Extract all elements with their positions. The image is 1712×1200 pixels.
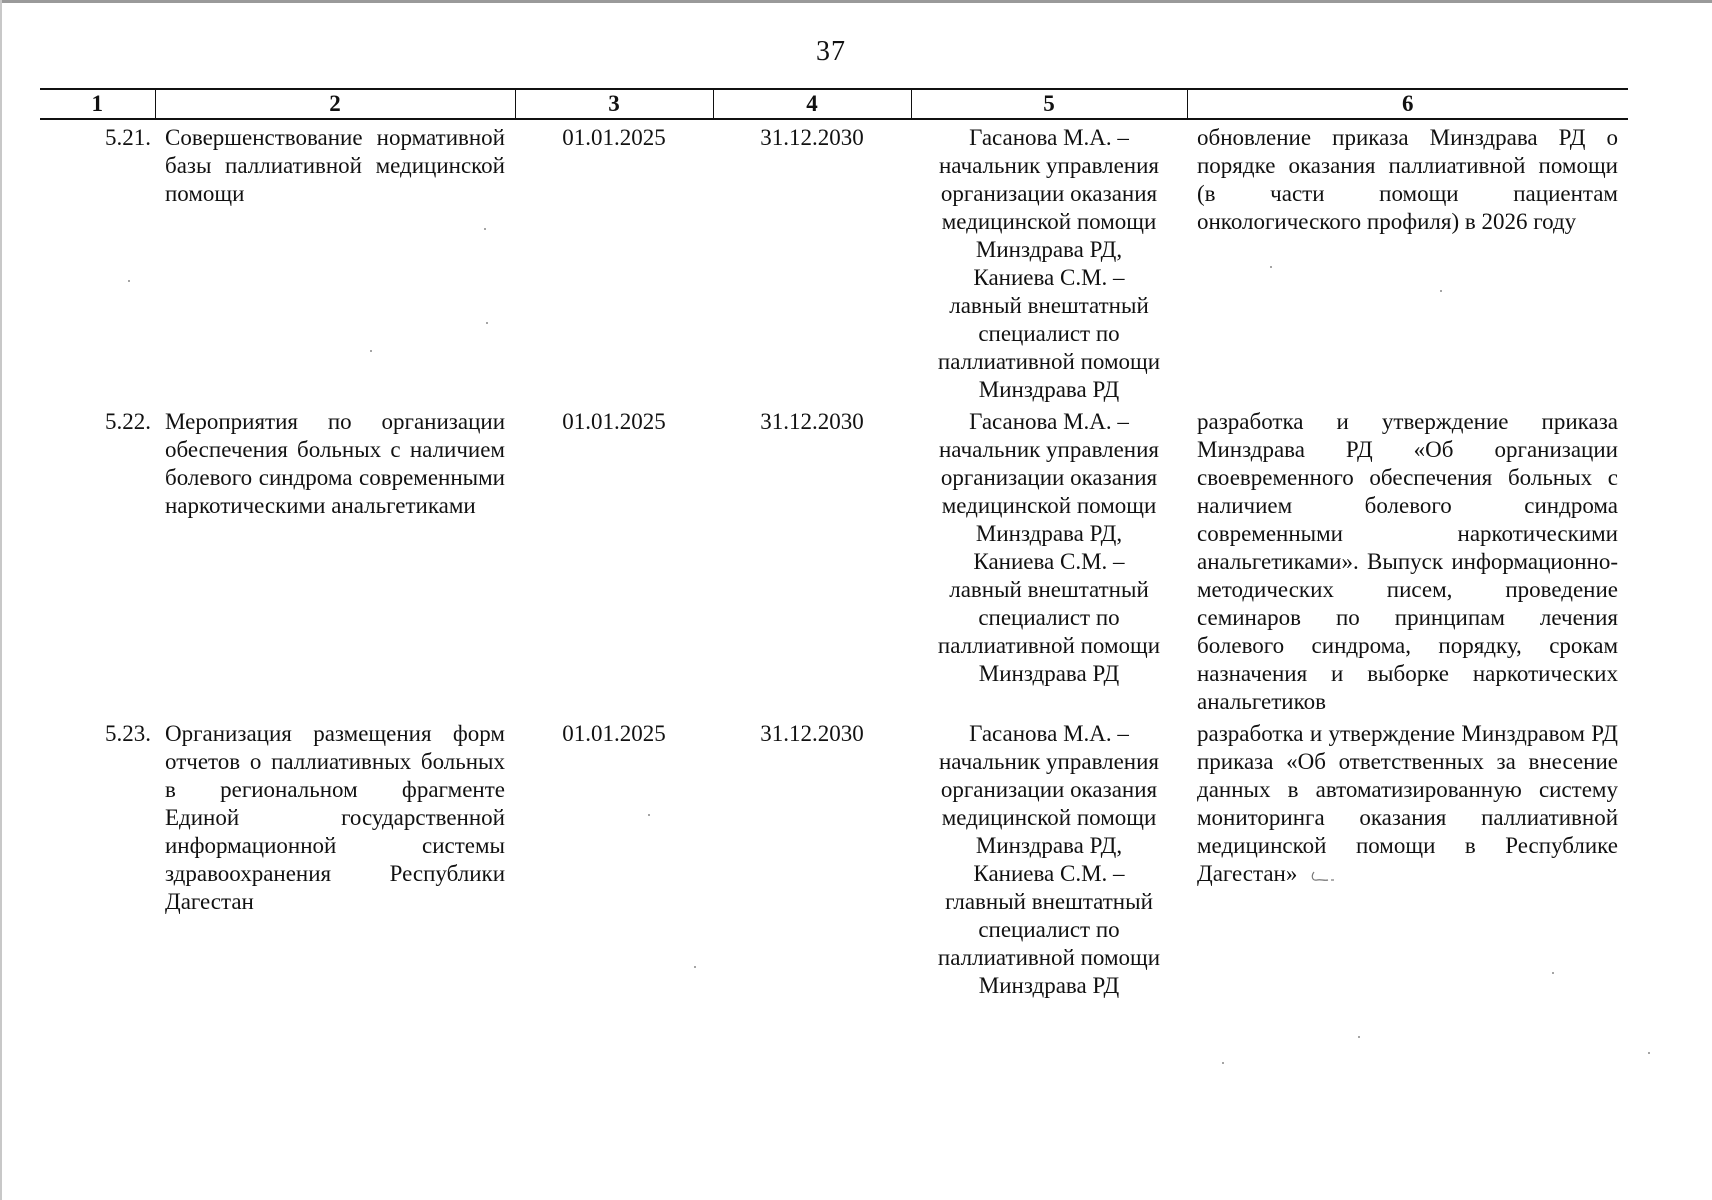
column-header-6: 6 [1187, 89, 1628, 119]
scan-speck [1358, 1036, 1360, 1038]
responsible-persons: Гасанова М.А. – начальник управления организации оказания медицинской помощи Минздрава РД, Каниева С.М. – главный внештатный специалист по паллиативной помощи Минздрава РД [937, 721, 1161, 998]
expected-result: разработка и утверждение Минздравом РД приказа «Об ответственных за внесение данных в автоматизированную систему мониторинга оказания паллиативной медицинской помощи в Республике Дагестан» [1197, 721, 1618, 886]
expected-result: обновление приказа Минздрава РД о порядке оказания паллиативной помощи (в части помощи пациентам онкологического профиля) в 2026 году [1197, 125, 1618, 234]
column-header-1: 1 [40, 89, 155, 119]
start-date: 01.01.2025 [562, 125, 666, 150]
start-date: 01.01.2025 [562, 721, 666, 746]
scan-edge-left [0, 0, 2, 1200]
table-row [40, 119, 1628, 404]
scan-speck [1270, 266, 1272, 268]
scan-speck [1648, 1052, 1650, 1054]
scan-speck [128, 280, 130, 282]
activity-name: Организация размещения форм отчетов о паллиативных больных в региональном фрагменте Единой государственной информационной системы здравоохранения Республики Дагестан [165, 721, 505, 914]
activity-name: Мероприятия по организации обеспечения больных с наличием болевого синдрома современными наркотическими анальгетиками [165, 409, 505, 518]
end-date: 31.12.2030 [760, 409, 864, 434]
scan-speck [694, 966, 696, 968]
start-date: 01.01.2025 [562, 409, 666, 434]
column-header-5: 5 [911, 89, 1187, 119]
responsible-persons: Гасанова М.А. – начальник управления организации оказания медицинской помощи Минздрава РД, Каниева С.М. – лавный внештатный специалист по паллиативной помощи Минздрава РД [937, 125, 1161, 402]
column-header-4: 4 [713, 89, 911, 119]
scan-speck [370, 350, 372, 352]
row-number: 5.22. [105, 409, 151, 434]
scan-speck [486, 322, 488, 324]
row-number: 5.21. [105, 125, 151, 150]
column-header-3: 3 [515, 89, 713, 119]
table-row [40, 716, 1628, 1020]
column-header-2: 2 [155, 89, 515, 119]
scan-speck [1552, 972, 1554, 974]
expected-result: разработка и утверждение приказа Минздрава РД «Об организации своевременного обеспечения больных с наличием болевого синдрома современными наркотическими анальгетиками». Выпуск информационно-методических писем, проведение семинаров по принципам лечения болевого синдрома, порядку, срокам назначения и выборке наркотических анальгетиков [1197, 409, 1618, 714]
table-header-row [40, 89, 1628, 119]
page-number: 37 [816, 36, 846, 67]
scan-speck [648, 814, 650, 816]
end-date: 31.12.2030 [760, 721, 864, 746]
activity-table [40, 88, 1628, 1020]
scan-edge-top [0, 0, 1712, 3]
end-date: 31.12.2030 [760, 125, 864, 150]
table-row [40, 404, 1628, 716]
responsible-persons: Гасанова М.А. – начальник управления организации оказания медицинской помощи Минздрава РД, Каниева С.М. – лавный внештатный специалист по паллиативной помощи Минздрава РД [937, 409, 1161, 686]
row-number: 5.23. [105, 721, 151, 746]
activity-name: Совершенствование нормативной базы паллиативной медицинской помощи [165, 125, 505, 206]
pen-mark [1310, 870, 1336, 884]
scan-speck [1222, 1062, 1224, 1064]
scan-speck [484, 228, 486, 230]
scan-speck [1440, 290, 1442, 292]
